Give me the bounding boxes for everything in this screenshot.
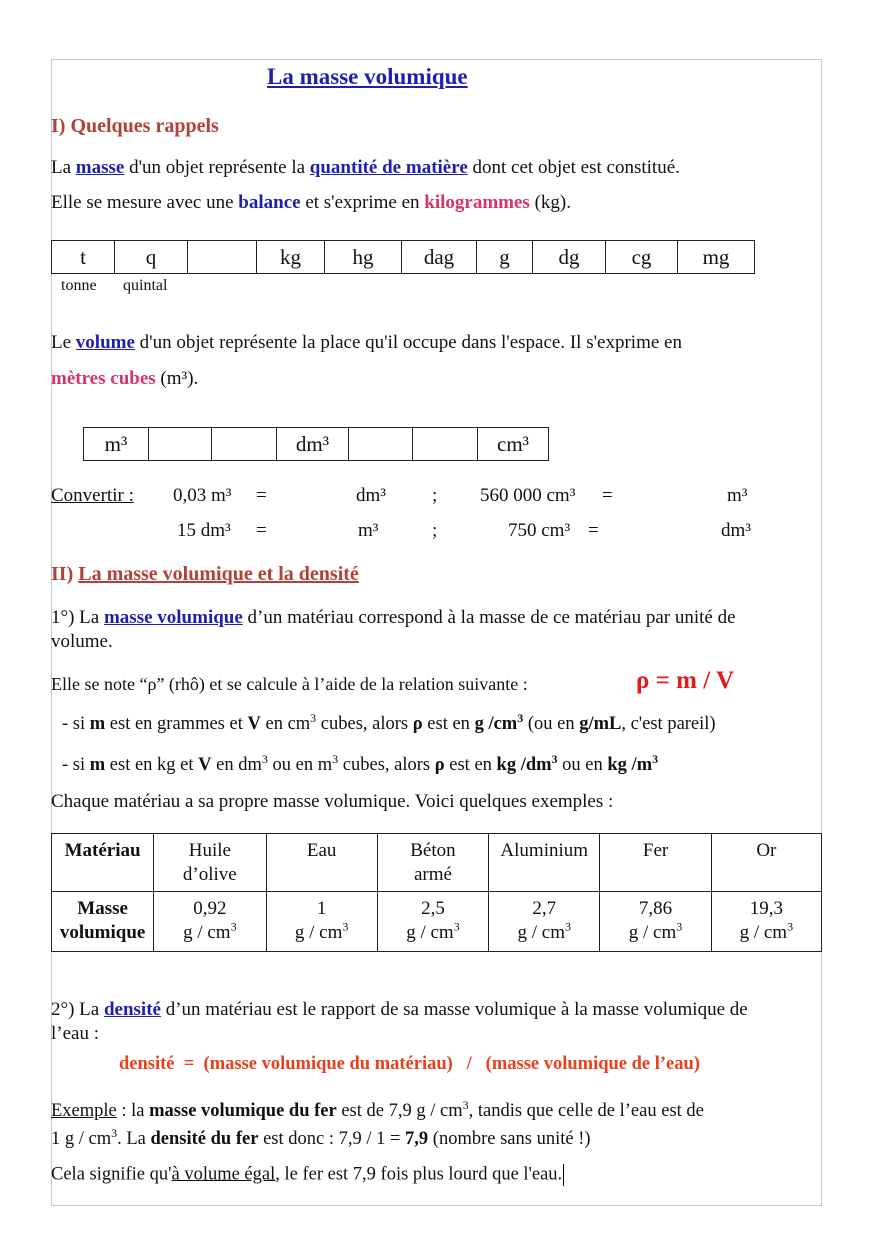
value-cell: 2,5 g / $cm^3$ <box>377 892 488 952</box>
symbol-rho: ρ <box>434 755 445 775</box>
symbol-rho: ρ <box>412 714 423 734</box>
text: Elle se mesure avec une <box>51 192 239 213</box>
text: est donc : 7,9 / 1 = <box>258 1129 406 1149</box>
unit-cell: dg <box>533 241 606 274</box>
paragraph-density-definition <box>51 999 748 1021</box>
unit-cell: dm³ <box>277 428 349 461</box>
text: 1 g / cm <box>51 1129 112 1149</box>
paragraph-mass-definition <box>51 157 680 179</box>
unit-cell: g <box>477 241 533 274</box>
text: en cm <box>260 714 311 734</box>
sup: 3 <box>310 710 317 725</box>
text: d’un matériau correspond à la masse de ce matériau par unité de <box>242 607 736 628</box>
section-2-heading <box>51 563 359 586</box>
unit-cell: t <box>52 241 115 274</box>
material-cell: Béton armé <box>377 834 488 892</box>
conversion-left: 15 dm³ <box>177 520 231 541</box>
text: , le fer est 7,9 fois plus lourd que l'eau. <box>275 1164 563 1185</box>
conversion-left: 0,03 m³ <box>173 485 232 506</box>
text: . La <box>117 1129 151 1149</box>
text: cubes, alors <box>338 755 435 775</box>
text: Cela signifie qu' <box>51 1164 172 1185</box>
value-cell: 0,92 g / $cm^3$ <box>154 892 266 952</box>
unit-kg-m3: kg /m <box>607 755 653 775</box>
text: Le <box>51 332 76 353</box>
paragraph-mv-definition <box>51 607 736 629</box>
table-row-materials <box>52 834 822 892</box>
value-cell: 1 g / $cm^3$ <box>266 892 377 952</box>
value-cell: 2,7 g / $cm^3$ <box>489 892 600 952</box>
unit-cell: mg <box>678 241 755 274</box>
symbol-v: V <box>247 714 261 734</box>
text: d’un matériau est le rapport de sa masse volumique à la masse volumique de <box>160 999 748 1020</box>
unit-cell: q <box>115 241 188 274</box>
paragraph-mass-measure <box>51 192 571 214</box>
term-densite: densité <box>103 999 161 1020</box>
conversion-unit: dm³ <box>356 485 386 506</box>
symbol-m: m <box>89 755 106 775</box>
term-masse-volumique: masse volumique <box>103 607 243 628</box>
material-cell: Huile d’olive <box>154 834 266 892</box>
sup: 3 <box>652 751 659 766</box>
conversion-equals: = <box>256 520 267 541</box>
page-frame <box>51 59 822 1206</box>
conversion-right: 560 000 cm³ <box>480 485 576 506</box>
text: (nombre sans unité !) <box>428 1129 591 1149</box>
paragraph-notation: Elle se note “ρ” (rhô) et se calcule à l’aide de la relation suivante : <box>51 674 528 694</box>
text: La <box>51 157 76 178</box>
term-metres-cubes: mètres cubes <box>51 368 156 389</box>
value-cell: 19,3 g / $cm^3$ <box>711 892 821 952</box>
rule-grams <box>62 710 716 735</box>
unit-g-cm3: g /cm <box>474 714 518 734</box>
unit-cell <box>188 241 257 274</box>
text: cubes, alors <box>316 714 413 734</box>
conversion-equals: = <box>588 520 599 541</box>
symbol-v: V <box>198 755 212 775</box>
heading-number: II) <box>51 563 79 585</box>
conversion-unit: m³ <box>727 485 748 506</box>
text: (ou en <box>523 714 580 734</box>
heading-text: La masse volumique et la densité <box>78 563 359 585</box>
text: (kg). <box>529 192 571 213</box>
text: - si <box>62 714 90 734</box>
conversion-separator: ; <box>432 485 438 506</box>
text: et s'exprime en <box>300 192 425 213</box>
text: est en <box>422 714 475 734</box>
unit-name-tonne: tonne <box>61 277 97 294</box>
paragraph-density-definition-cont: l’eau : <box>51 1023 100 1044</box>
text: : la <box>116 1101 150 1121</box>
unit-cell <box>149 428 212 461</box>
paragraph-example-cont <box>51 1125 591 1150</box>
conversion-unit: dm³ <box>721 520 751 541</box>
text-cursor <box>563 1164 564 1186</box>
sup: 3 <box>551 751 558 766</box>
text: en dm <box>211 755 262 775</box>
conversion-equals: = <box>256 485 267 506</box>
text: d'un objet représente la place qu'il occupe dans l'espace. Il s'exprime en <box>134 332 682 353</box>
unit-name-quintal: quintal <box>123 277 168 294</box>
sup: 3 <box>462 1097 469 1112</box>
formula-densite: densité = (masse volumique du matériau) / (masse volumique de l’eau) <box>119 1054 700 1074</box>
text: - si <box>62 755 90 775</box>
material-cell: Aluminium <box>489 834 600 892</box>
term-balance: balance <box>238 192 301 213</box>
symbol-m: m <box>89 714 106 734</box>
text: , c'est pareil) <box>621 714 716 734</box>
unit-cell: m³ <box>84 428 149 461</box>
conversion-unit: m³ <box>358 520 379 541</box>
rule-kilograms <box>62 751 659 776</box>
text: 1°) La <box>51 607 104 628</box>
text: est en kg et <box>105 755 199 775</box>
text: est de 7,9 g / cm <box>336 1101 463 1121</box>
unit-cell: cm³ <box>478 428 549 461</box>
density-value: 7,9 <box>405 1129 429 1149</box>
sup: 3 <box>332 751 339 766</box>
term-densite-fer: densité du fer <box>150 1129 259 1149</box>
unit-cell: kg <box>257 241 325 274</box>
text: dont cet objet est constitué. <box>467 157 680 178</box>
paragraph-conclusion <box>51 1164 564 1186</box>
unit-kg-dm3: kg /dm <box>496 755 552 775</box>
paragraph-volume-unit <box>51 368 198 390</box>
unit-cell: cg <box>606 241 678 274</box>
materials-table <box>51 833 822 952</box>
term-quantite-matiere: quantité de matière <box>309 157 468 178</box>
unit-cell: dag <box>402 241 477 274</box>
text: est en grammes et <box>105 714 248 734</box>
unit-cell: hg <box>325 241 402 274</box>
text: d'un objet représente la <box>124 157 310 178</box>
text: ou en m <box>267 755 333 775</box>
material-cell: Fer <box>600 834 711 892</box>
term-masse: masse <box>75 157 125 178</box>
page-title: La masse volumique <box>267 64 468 89</box>
table-row-values <box>52 892 822 952</box>
conversion-separator: ; <box>432 520 438 541</box>
term-volume-egal: à volume égal <box>171 1164 276 1185</box>
text: , tandis que celle de l’eau est de <box>468 1101 704 1121</box>
term-volume: volume <box>75 332 135 353</box>
term-kilogrammes: kilogrammes <box>424 192 530 213</box>
paragraph-examples-intro: Chaque matériau a sa propre masse volumique. Voici quelques exemples : <box>51 791 614 812</box>
paragraph-example <box>51 1097 704 1122</box>
convertir-label: Convertir : <box>51 485 134 506</box>
header-masse-volumique: Masse volumique <box>52 892 154 952</box>
header-materiau: Matériau <box>52 834 154 892</box>
sup: 3 <box>517 710 524 725</box>
term-mv-fer: masse volumique du fer <box>149 1101 337 1121</box>
text: 2°) La <box>51 999 104 1020</box>
volume-units-table <box>83 427 549 461</box>
mass-units-table <box>51 240 755 274</box>
sup: 3 <box>261 751 268 766</box>
example-label: Exemple <box>51 1101 117 1121</box>
sup: 3 <box>111 1125 118 1140</box>
unit-cell <box>349 428 413 461</box>
material-cell: Or <box>711 834 821 892</box>
formula-rho: ρ = m / V <box>636 667 734 694</box>
text: est en <box>444 755 497 775</box>
conversion-right: 750 cm³ <box>508 520 571 541</box>
text: ou en <box>557 755 608 775</box>
paragraph-mv-definition-cont: volume. <box>51 631 113 652</box>
section-1-heading: I) Quelques rappels <box>51 115 219 137</box>
text: (m³). <box>155 368 199 389</box>
unit-cell <box>413 428 478 461</box>
unit-g-ml: g/mL <box>579 714 622 734</box>
unit-cell <box>212 428 277 461</box>
material-cell: Eau <box>266 834 377 892</box>
value-cell: 7,86 g / $cm^3$ <box>600 892 711 952</box>
paragraph-volume-definition <box>51 332 682 354</box>
conversion-equals: = <box>602 485 613 506</box>
